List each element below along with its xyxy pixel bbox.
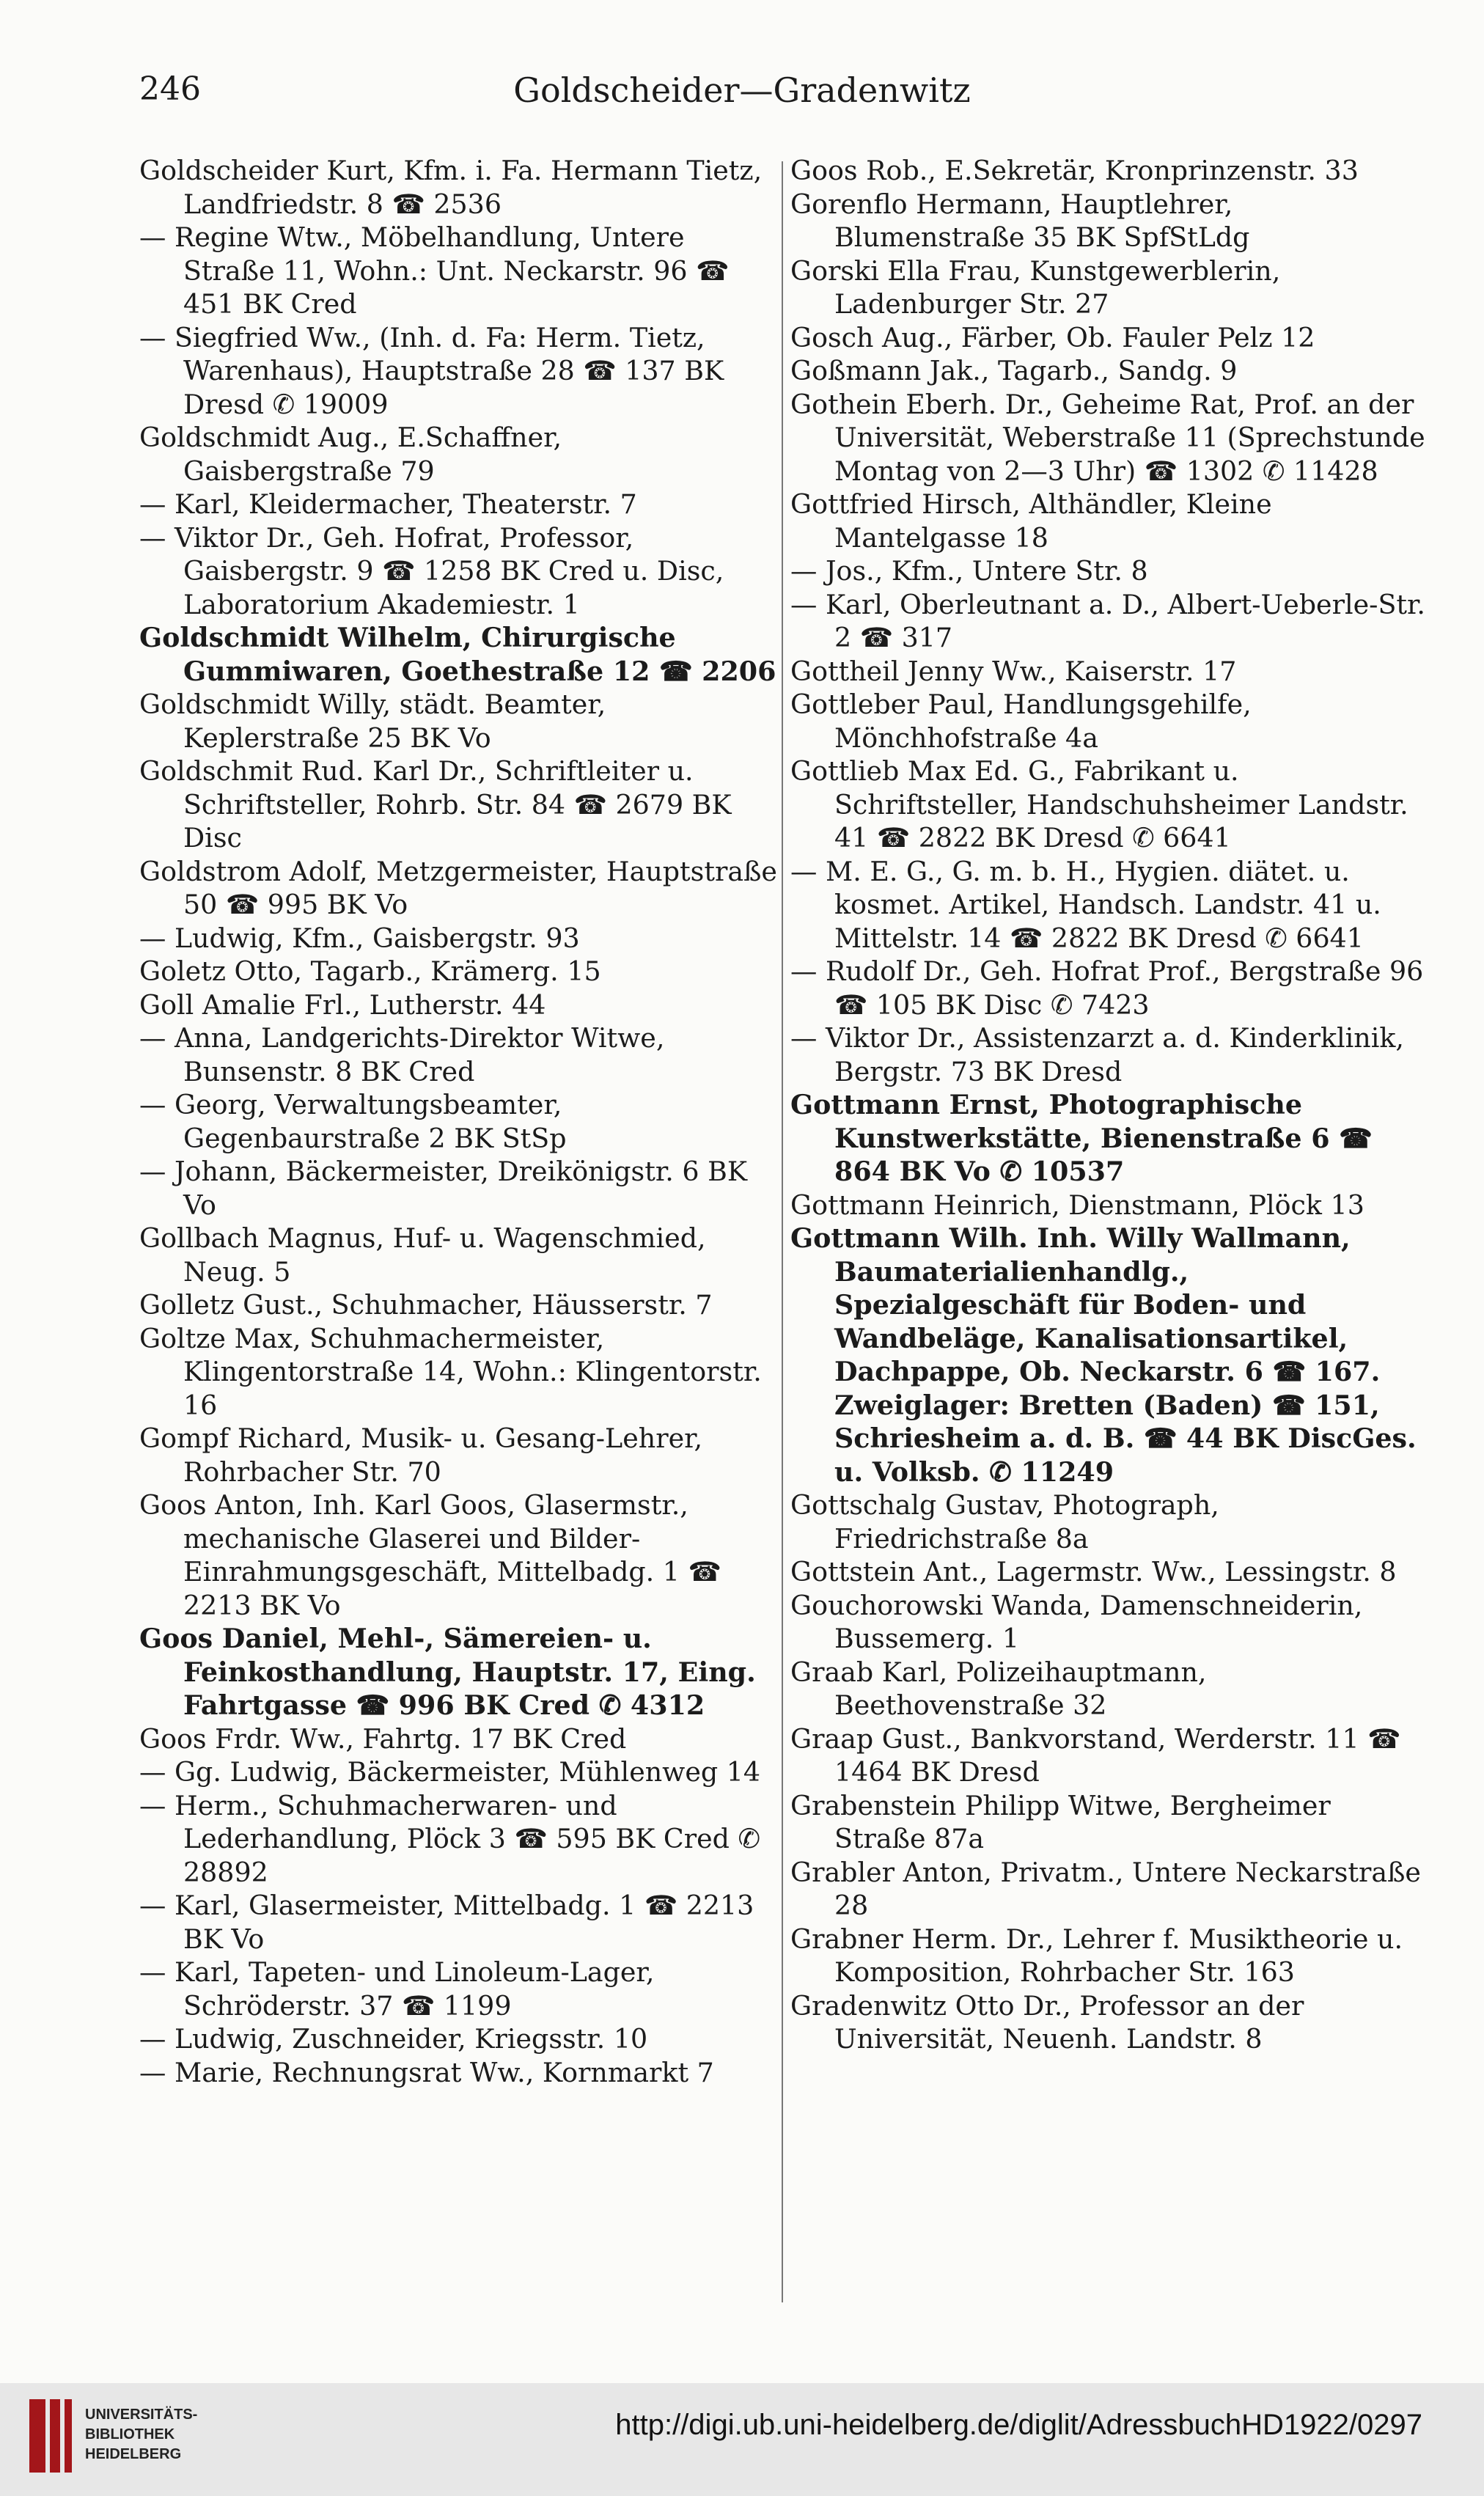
running-head: Goldscheider—Gradenwitz [513,70,971,110]
directory-entry: Goldschmidt Aug., E.Schaffner, Gaisbergstraße 79 [139,422,562,487]
directory-entry: Gottstein Ant., Lagermstr. Ww., Lessingstr. 8 [790,1556,1397,1587]
directory-entry: Goll Amalie Frl., Lutherstr. 44 [139,988,546,1021]
directory-entry: — Viktor Dr., Geh. Hofrat, Professor, Gaisbergstr. 9 ☎ 1258 BK Cred u. Disc, Laboratorium Akademiestr. 1 [139,521,724,620]
directory-entry: Grabler Anton, Privatm., Untere Neckarstraße 28 [790,1856,1421,1921]
directory-entry: — Karl, Tapeten- und Linoleum-Lager, Schröderstr. 37 ☎ 1199 [139,1956,655,2022]
right-column [790,154,1428,2324]
directory-entry: Gouchorowski Wanda, Damenschneiderin, Bussemerg. 1 [790,1589,1363,1654]
directory-entry: Goos Frdr. Ww., Fahrtg. 17 BK Cred [139,1722,627,1755]
directory-entry: Grabner Herm. Dr., Lehrer f. Musiktheorie u. Komposition, Rohrbacher Str. 163 [790,1923,1403,1988]
directory-entry: — Gg. Ludwig, Bäckermeister, Mühlenweg 14 [139,1756,761,1788]
library-mark-icon [29,2399,76,2473]
permalink-url[interactable]: http://digi.ub.uni-heidelberg.de/diglit/AdressbuchHD1922/0297 [615,2409,1422,2441]
directory-entry: Goldscheider Kurt, Kfm. i. Fa. Hermann Tietz, Landfriedstr. 8 ☎ 2536 [139,155,763,220]
directory-entry: — Regine Wtw., Möbelhandlung, Untere Straße 11, Wohn.: Unt. Neckarstr. 96 ☎ 451 BK Cred [139,221,730,320]
library-logo[interactable] [29,2399,227,2473]
directory-entry: Goltze Max, Schuhmachermeister, Klingentorstraße 14, Wohn.: Klingentorstr. 16 [139,1322,762,1421]
directory-entry: — Anna, Landgerichts-Direktor Witwe, Bunsenstr. 8 BK Cred [139,1022,665,1087]
page-number: 246 [139,70,201,108]
directory-entry: Gompf Richard, Musik- u. Gesang-Lehrer, Rohrbacher Str. 70 [139,1423,703,1488]
directory-entry: Graab Karl, Polizeihauptmann, Beethovenstraße 32 [790,1656,1207,1721]
directory-entry: Gottmann Ernst, Photographische Kunstwerkstätte, Bienenstraße 6 ☎ 864 BK Vo ✆ 10537 [790,1089,1373,1187]
left-column [139,154,777,2324]
directory-entry: — Rudolf Dr., Geh. Hofrat Prof., Bergstraße 96 ☎ 105 BK Disc ✆ 7423 [790,955,1424,1021]
directory-entry: — M. E. G., G. m. b. H., Hygien. diätet. u. kosmet. Artikel, Handsch. Landstr. 41 u. Mittelstr. 14 ☎ 2822 BK Dresd ✆ 6641 [790,855,1381,954]
directory-entry: Goldschmidt Willy, städt. Beamter, Keplerstraße 25 BK Vo [139,689,606,754]
directory-entry: — Ludwig, Zuschneider, Kriegsstr. 10 [139,2023,648,2055]
directory-entry: — Siegfried Ww., (Inh. d. Fa: Herm. Tietz, Warenhaus), Hauptstraße 28 ☎ 137 BK Dresd ✆ 19009 [139,321,724,420]
library-line: UNIVERSITÄTS- [85,2407,198,2423]
directory-entry: — Ludwig, Kfm., Gaisbergstr. 93 [139,922,580,954]
directory-entry: Goßmann Jak., Tagarb., Sandg. 9 [790,355,1238,386]
directory-entry: Goletz Otto, Tagarb., Krämerg. 15 [139,955,601,987]
directory-entry: Gosch Aug., Färber, Ob. Fauler Pelz 12 [790,321,1315,353]
directory-entry: — Karl, Glasermeister, Mittelbadg. 1 ☎ 2213 BK Vo [139,1890,754,1955]
page-header [139,70,1345,122]
directory-entry: Gottschalg Gustav, Photograph, Friedrichstraße 8a [790,1489,1219,1555]
directory-entry: Goos Anton, Inh. Karl Goos, Glasermstr., mechanische Glaserei und Bilder-Einrahmungsgeschäft, Mittelbadg. 1 ☎ 2213 BK Vo [139,1489,721,1621]
directory-entry: Goldschmit Rud. Karl Dr., Schriftleiter u. Schriftsteller, Rohrb. Str. 84 ☎ 2679 BK Disc [139,755,732,854]
directory-entry: Goldstrom Adolf, Metzgermeister, Hauptstraße 50 ☎ 995 BK Vo [139,855,777,920]
directory-entry: — Herm., Schuhmacherwaren- und Lederhandlung, Plöck 3 ☎ 595 BK Cred ✆ 28892 [139,1789,761,1888]
directory-entry: Gottleber Paul, Handlungsgehilfe, Mönchhofstraße 4a [790,689,1252,754]
directory-entry: — Viktor Dr., Assistenzarzt a. d. Kinderklinik, Bergstr. 73 BK Dresd [790,1022,1405,1087]
directory-entry: Gottfried Hirsch, Althändler, Kleine Mantelgasse 18 [790,488,1272,554]
directory-entry: Gottheil Jenny Ww., Kaiserstr. 17 [790,655,1237,687]
directory-entry: — Johann, Bäckermeister, Dreikönigstr. 6 BK Vo [139,1156,748,1221]
library-name [85,2405,197,2464]
directory-entry: — Jos., Kfm., Untere Str. 8 [790,555,1148,587]
directory-entry: Gorski Ella Frau, Kunstgewerblerin, Ladenburger Str. 27 [790,254,1281,320]
directory-entry: Gothein Eberh. Dr., Geheime Rat, Prof. an der Universität, Weberstraße 11 (Sprechstunde Montag von 2—3 Uhr) ☎ 1302 ✆ 11428 [790,388,1425,487]
directory-entry: Goos Rob., E.Sekretär, Kronprinzenstr. 33 [790,155,1359,186]
directory-entry: Golletz Gust., Schuhmacher, Häusserstr. 7 [139,1289,713,1321]
column-divider [782,161,783,2302]
directory-entry: — Karl, Kleidermacher, Theaterstr. 7 [139,488,637,520]
directory-entry: Goldschmidt Wilhelm, Chirurgische Gummiwaren, Goethestraße 12 ☎ 2206 [139,622,776,687]
directory-entry: Gottlieb Max Ed. G., Fabrikant u. Schriftsteller, Handschuhsheimer Landstr. 41 ☎ 2822 BK Dresd ✆ 6641 [790,755,1408,854]
directory-entry: — Karl, Oberleutnant a. D., Albert-Ueberle-Str. 2 ☎ 317 [790,588,1425,653]
directory-entry: Grabenstein Philipp Witwe, Bergheimer Straße 87a [790,1789,1331,1854]
directory-entry: Gradenwitz Otto Dr., Professor an der Universität, Neuenh. Landstr. 8 [790,1989,1304,2055]
directory-entry: Gottmann Heinrich, Dienstmann, Plöck 13 [790,1189,1364,1221]
library-line: BIBLIOTHEK [85,2426,175,2442]
directory-entry: — Georg, Verwaltungsbeamter, Gegenbaurstraße 2 BK StSp [139,1089,567,1154]
directory-entry: Gollbach Magnus, Huf- u. Wagenschmied, Neug. 5 [139,1222,706,1288]
directory-entry: Graap Gust., Bankvorstand, Werderstr. 11 ☎ 1464 BK Dresd [790,1722,1401,1788]
directory-entry: Goos Daniel, Mehl-, Sämereien- u. Feinkosthandlung, Hauptstr. 17, Eing. Fahrtgasse ☎ 996 BK Cred ✆ 4312 [139,1623,756,1721]
directory-entry: Gorenflo Hermann, Hauptlehrer, Blumenstraße 35 BK SpfStLdg [790,188,1250,253]
directory-entry: — Marie, Rechnungsrat Ww., Kornmarkt 7 [139,2056,714,2088]
directory-entry: Gottmann Wilh. Inh. Willy Wallmann, Baumaterialienhandlg., Spezialgeschäft für Boden- und Wandbeläge, Kanalisationsartikel, Dachpappe, Ob. Neckarstr. 6 ☎ 167. Zweiglager: Bretten (Baden) ☎ 151, Schriesheim a. d. B. ☎ 44 BK DiscGes. u. Volksb. ✆ 11249 [790,1222,1417,1488]
library-line: HEIDELBERG [85,2446,182,2462]
